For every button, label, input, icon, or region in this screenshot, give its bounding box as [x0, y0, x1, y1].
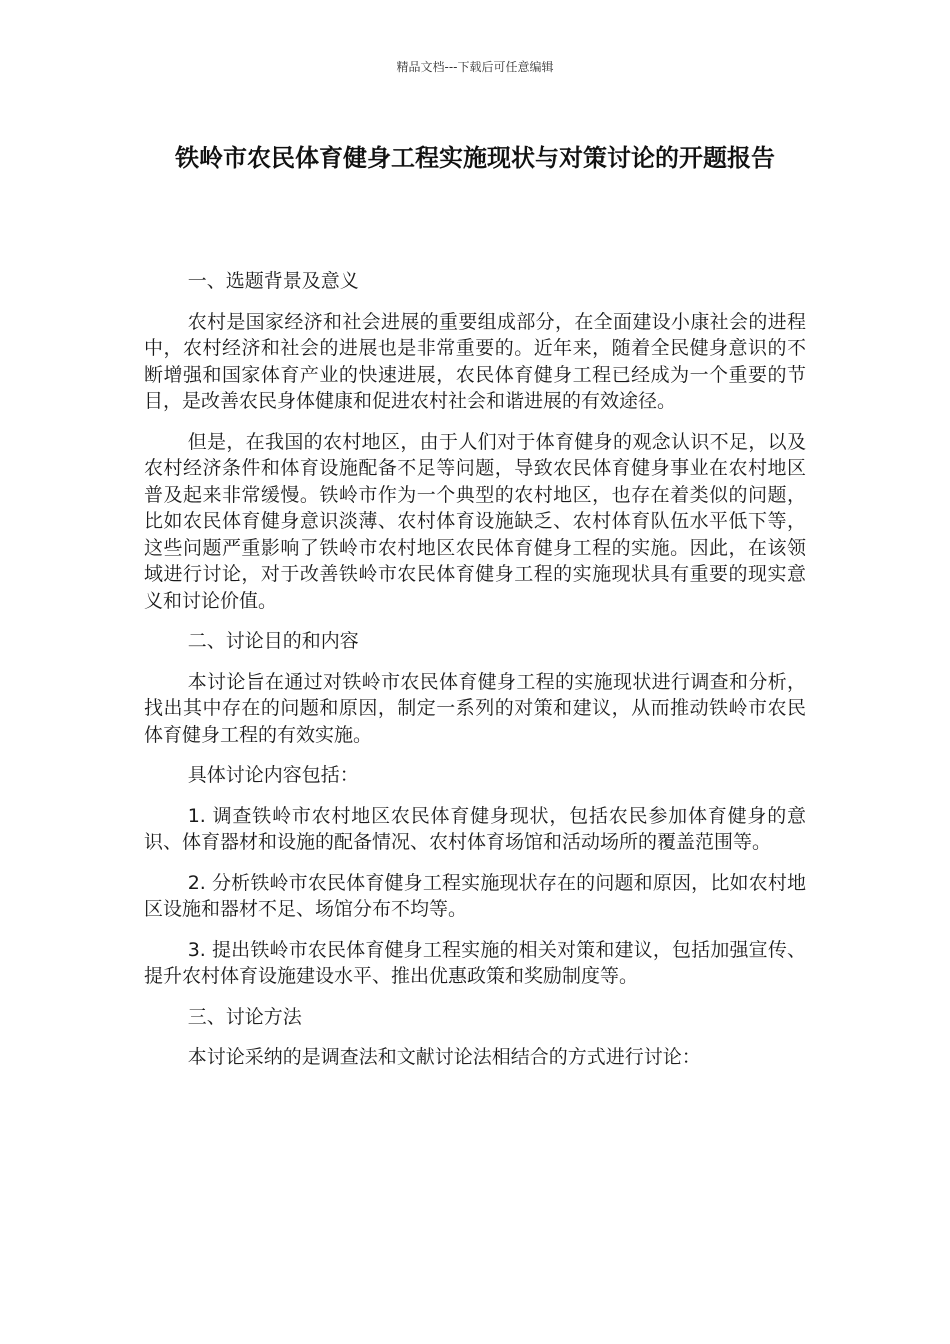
- paragraph: 但是，在我国的农村地区，由于人们对于体育健身的观念认识不足，以及农村经济条件和体育设施配备不足等问题，导致农民体育健身事业在农村地区普及起来非常缓慢。铁岭市作为一个典型的农村地区，也存在着类似的问题，比如农民体育健身意识淡薄、农村体育设施缺乏、农村体育队伍水平低下等，这些问题严重影响了铁岭市农村地区农民体育健身工程的实施。因此，在该领域进行讨论，对于改善铁岭市农民体育健身工程的实施现状具有重要的现实意义和讨论价值。: [144, 430, 806, 612]
- paragraph: 农村是国家经济和社会进展的重要组成部分，在全面建设小康社会的进程中，农村经济和社会的进展也是非常重要的。近年来，随着全民健身意识的不断增强和国家体育产业的快速进展，农民体育健身工程已经成为一个重要的节目，是改善农民身体健康和促进农村社会和谐进展的有效途径。: [144, 310, 806, 412]
- paragraph: 本讨论采纳的是调查法和文献讨论法相结合的方式进行讨论：: [187, 1046, 701, 1068]
- section-heading-methods: 三、讨论方法: [187, 1005, 302, 1028]
- header-note: 精品文档---下载后可任意编辑: [396, 60, 554, 74]
- list-item: 1. 调查铁岭市农村地区农民体育健身现状，包括农民参加体育健身的意识、体育器材和设施的配备情况、农村体育场馆和活动场所的覆盖范围等。: [144, 804, 806, 853]
- section-heading-background: 一、选题背景及意义: [187, 270, 359, 292]
- page-title: 铁岭市农民体育健身工程实施现状与对策讨论的开题报告: [175, 144, 775, 172]
- paragraph: 具体讨论内容包括：: [187, 764, 359, 786]
- paragraph: 本讨论旨在通过对铁岭市农民体育健身工程的实施现状进行调查和分析，找出其中存在的问题和原因，制定一系列的对策和建议，从而推动铁岭市农民体育健身工程的有效实施。: [144, 670, 806, 746]
- list-item: 3. 提出铁岭市农民体育健身工程实施的相关对策和建议，包括加强宣传、提升农村体育设施建设水平、推出优惠政策和奖励制度等。: [144, 938, 806, 987]
- section-heading-objectives: 二、讨论目的和内容: [187, 630, 359, 652]
- list-item: 2. 分析铁岭市农民体育健身工程实施现状存在的问题和原因，比如农村地区设施和器材不足、场馆分布不均等。: [144, 871, 806, 920]
- document-body: [144, 268, 806, 1085]
